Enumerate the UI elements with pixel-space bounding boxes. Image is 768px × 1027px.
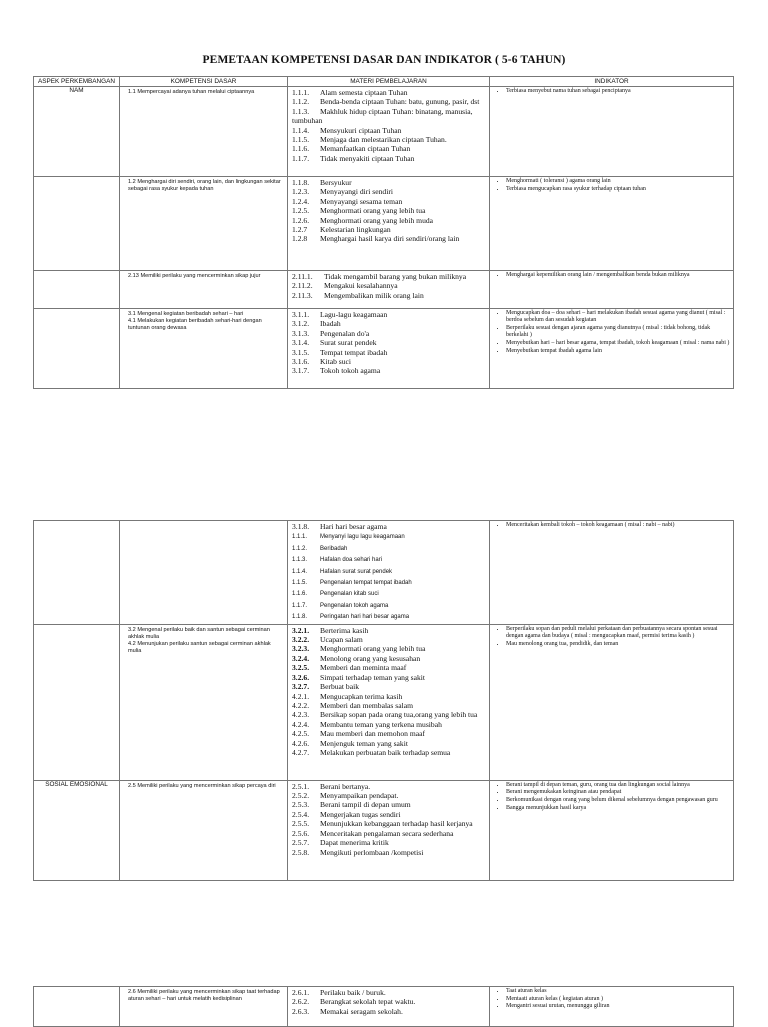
materi-text: Berbuat baik xyxy=(320,682,360,692)
materi-number: 1.1.7. xyxy=(292,602,308,609)
materi-text: Menyayangi sesama teman xyxy=(320,196,403,206)
materi-item xyxy=(292,1007,487,1016)
materi-item xyxy=(292,197,487,206)
materi-number: 3.1.7. xyxy=(292,366,310,376)
materi-item xyxy=(292,748,487,757)
indikator-cell xyxy=(490,177,734,271)
materi-number: 3.2.5. xyxy=(292,663,310,673)
materi-item xyxy=(292,829,487,838)
materi-item xyxy=(292,187,487,196)
table-row xyxy=(34,987,734,1027)
materi-text: Makhluk hidup ciptaan Tuhan: binatang, manusia, tumbuhan xyxy=(292,106,473,126)
materi-text: Mengikuti perlombaan /kompetisi xyxy=(320,847,424,857)
materi-text: Menceritakan pengalaman secara sederhana xyxy=(320,828,454,838)
materi-item xyxy=(292,348,487,357)
materi-number: 1.2.5. xyxy=(292,206,310,216)
indikator-item: • Menyebutkan hari – hari besar agama, tempat ibadah, tokoh keagamaan ( misal : nama nabi ) xyxy=(506,340,730,347)
materi-cell xyxy=(288,987,490,1027)
page-title: PEMETAAN KOMPETENSI DASAR DAN INDIKATOR ( 5-6 TAHUN) xyxy=(202,54,566,66)
materi-item xyxy=(292,319,487,328)
indikator-item: • Berperilaku sopan dan peduli melalui perkataan dan perbuatannya secara spontan sesuai dengan agama dan budaya ( misal : mengucapkan maaf, permisi terima kasih ) xyxy=(506,626,730,640)
materi-number: 3.2.2. xyxy=(292,635,310,645)
materi-item xyxy=(292,225,487,234)
kompetensi-dasar-cell: 3.1 Mengenal kegiatan beribadah sehari – hari 4.1 Melakukan kegiatan beribadah sehari-hari dengan tuntunan orang dewasa xyxy=(120,309,288,389)
indikator-item: • Menghargai kepemilikan orang lain / mengembalikan benda bukan miliknya xyxy=(506,272,730,279)
materi-text: Menunjukkan kebanggaan terhadap hasil kerjanya xyxy=(320,819,473,829)
table-header-row xyxy=(34,77,734,87)
materi-item xyxy=(292,566,487,577)
materi-text: Menghormati orang yang lebih tua xyxy=(320,644,426,654)
materi-item xyxy=(292,577,487,588)
materi-text: Memakai seragam sekolah. xyxy=(320,1006,403,1016)
indikator-item: • Berani mengemukakan keinginan atau pendapat xyxy=(506,789,730,796)
materi-text: Berterima kasih xyxy=(320,625,369,635)
materi-item xyxy=(292,692,487,701)
materi-item xyxy=(292,329,487,338)
materi-number: 2.6.1. xyxy=(292,988,310,997)
materi-number: 4.2.2. xyxy=(292,700,310,710)
materi-number: 3.2.7. xyxy=(292,682,310,692)
materi-number: 2.11.2. xyxy=(292,281,313,291)
materi-number: 3.1.1. xyxy=(292,310,310,319)
materi-text: Memberi dan membalas salam xyxy=(320,700,413,710)
materi-item xyxy=(292,739,487,748)
materi-number: 3.2.1. xyxy=(292,625,310,635)
materi-item xyxy=(292,310,487,319)
materi-item xyxy=(292,710,487,719)
table-row xyxy=(34,271,734,309)
materi-item xyxy=(292,88,487,97)
materi-item xyxy=(292,588,487,599)
materi-text: Memberi dan meminta maaf xyxy=(320,663,407,673)
materi-cell xyxy=(288,309,490,389)
materi-text: Tempat tempat ibadah xyxy=(320,347,388,357)
materi-text: Menghormati orang yang lebih muda xyxy=(320,215,434,225)
competency-table-3 xyxy=(33,986,734,1027)
indikator-item: • Mau menolong orang tua, pendidik, dan teman xyxy=(506,641,730,648)
table-row xyxy=(34,780,734,880)
materi-number: 2.6.3. xyxy=(292,1006,310,1016)
materi-text: Tidak mengambil barang yang bukan miliknya xyxy=(324,272,467,281)
materi-item xyxy=(292,654,487,663)
aspek-cell xyxy=(34,271,120,309)
materi-number: 1.2.7 xyxy=(292,225,308,235)
materi-number: 2.5.5. xyxy=(292,819,310,829)
kompetensi-dasar-cell xyxy=(120,521,288,625)
materi-item xyxy=(292,126,487,135)
materi-text: Alam semesta ciptaan Tuhan xyxy=(320,88,408,97)
aspek-cell xyxy=(34,177,120,271)
materi-number: 4.2.1. xyxy=(292,691,310,701)
materi-text: Mengerjakan tugas sendiri xyxy=(320,809,401,819)
materi-number: 1.2.3. xyxy=(292,187,310,197)
indikator-item: • Berani tampil di depan teman, guru, orang tua dan lingkungan social lainnya xyxy=(506,782,730,789)
materi-text: Menyampaikan pendapat. xyxy=(320,791,399,801)
materi-text: Mau memberi dan memohon maaf xyxy=(320,729,426,739)
materi-text: Membantu teman yang terkena musibah xyxy=(320,719,442,729)
materi-text: Mengembalikan milik orang lain xyxy=(324,290,424,300)
materi-number: 1.1.6. xyxy=(292,144,310,154)
materi-text: Mengucapkan terima kasih xyxy=(320,691,403,701)
materi-item xyxy=(292,611,487,622)
materi-item xyxy=(292,810,487,819)
materi-item xyxy=(292,848,487,857)
indikator-item: • Berkomunikasi dengan orang yang belum dikenal sebelumnya dengan pengawasan guru xyxy=(506,797,730,804)
materi-text: Simpati terhadap teman yang sakit xyxy=(320,672,426,682)
materi-text: Kitab suci xyxy=(320,357,352,367)
materi-item xyxy=(292,522,487,531)
materi-text: Lagu-lagu keagamaan xyxy=(320,310,388,319)
materi-item xyxy=(292,729,487,738)
header-aspek: ASPEK PERKEMBANGAN xyxy=(34,77,120,87)
indikator-item: • Terbiasa menyebut nama tuhan sebagai penciptanya xyxy=(506,88,730,95)
materi-text: Menghormati orang yang lebih tua xyxy=(320,206,426,216)
materi-number: 1.2.4. xyxy=(292,196,310,206)
materi-number: 2.5.7. xyxy=(292,838,310,848)
materi-number: 1.1.8. xyxy=(292,178,310,187)
materi-number: 2.5.3. xyxy=(292,800,310,810)
materi-number: 2.11.1. xyxy=(292,272,313,281)
materi-text: Ibadah xyxy=(320,319,341,329)
materi-text: Memanfaatkan ciptaan Tuhan xyxy=(320,144,411,154)
materi-text: Berangkat sekolah tepat waktu. xyxy=(320,997,416,1007)
materi-item xyxy=(292,234,487,243)
materi-number: 1.1.1. xyxy=(292,88,310,97)
materi-number: 3.2.6. xyxy=(292,672,310,682)
materi-number: 2.5.6. xyxy=(292,828,310,838)
materi-number: 1.1.2. xyxy=(292,545,308,552)
kompetensi-dasar-cell: 1.2 Menghargai diri sendiri, orang lain, dan lingkungan sekitar sebagai rasa syukur kepada tuhan xyxy=(120,177,288,271)
materi-item xyxy=(292,635,487,644)
materi-text: Menghargai hasil karya diri sendiri/orang lain xyxy=(320,234,460,244)
materi-number: 1.1.6. xyxy=(292,591,308,598)
materi-number: 1.2.6. xyxy=(292,215,310,225)
materi-text: Surat surat pendek xyxy=(320,338,377,348)
materi-item xyxy=(292,600,487,611)
header-indikator: INDIKATOR xyxy=(490,77,734,87)
materi-text: Bersyukur xyxy=(320,178,352,187)
materi-item xyxy=(292,720,487,729)
materi-text: Dapat menerima kritik xyxy=(320,838,389,848)
materi-text: Benda-benda ciptaan Tuhan: batu, gunung, pasir, dst xyxy=(320,97,480,107)
indikator-cell xyxy=(490,271,734,309)
materi-text: Perilaku baik / buruk. xyxy=(320,988,386,997)
table-row xyxy=(34,87,734,177)
kompetensi-dasar-cell: 3.2 Mengenal perilaku baik dan santun sebagai cerminan akhlak mulia 4.2 Menunjukan perilaku santun sebagai cerminan akhlak mulia xyxy=(120,624,288,780)
indikator-cell xyxy=(490,309,734,389)
kompetensi-dasar-cell: 2.13 Memiliki perilaku yang mencerminkan sikap jujur xyxy=(120,271,288,309)
indikator-item: • Taat aturan kelas xyxy=(506,988,730,995)
materi-number: 1.1.4. xyxy=(292,568,308,575)
indikator-item: • Mengantri sesuai urutan, menunggu giliran xyxy=(506,1003,730,1010)
materi-number: 1.1.7. xyxy=(292,153,310,163)
materi-item xyxy=(292,663,487,672)
indikator-item: • Menghormati ( toleransi ) agama orang lain xyxy=(506,178,730,185)
materi-item xyxy=(292,281,487,290)
indikator-item: • Menceritakan kembali tokoh – tokoh keagamaan ( misal : nabi – nabi) xyxy=(506,522,730,529)
materi-item xyxy=(292,97,487,106)
materi-number: 3.1.5. xyxy=(292,347,310,357)
materi-text: Menyanyi lagu lagu keagamaan xyxy=(320,534,405,541)
materi-number: 3.1.3. xyxy=(292,328,310,338)
indikator-item: • Terbiasa mengucapkan rasa syukur terhadap ciptaan tuhan xyxy=(506,186,730,193)
materi-number: 1.1.8. xyxy=(292,614,308,621)
materi-item xyxy=(292,988,487,997)
materi-text: Pengenalan do'a xyxy=(320,328,370,338)
aspek-cell: NAM xyxy=(34,87,120,177)
materi-cell xyxy=(288,271,490,309)
materi-item xyxy=(292,178,487,187)
materi-number: 2.5.1. xyxy=(292,781,310,791)
aspek-cell xyxy=(34,521,120,625)
materi-text: Menolong orang yang kesusahan xyxy=(320,653,421,663)
indikator-cell xyxy=(490,780,734,880)
materi-number: 1.1.3. xyxy=(292,106,310,116)
materi-text: Kelestarian lingkungan xyxy=(320,225,391,235)
indikator-cell xyxy=(490,987,734,1027)
materi-cell xyxy=(288,521,490,625)
materi-text: Mensyukuri ciptaan Tuhan xyxy=(320,125,402,135)
materi-number: 2.5.2. xyxy=(292,791,310,801)
aspek-cell xyxy=(34,309,120,389)
materi-item xyxy=(292,543,487,554)
materi-item xyxy=(292,819,487,828)
table-row xyxy=(34,309,734,389)
materi-cell xyxy=(288,87,490,177)
materi-text: Tokoh tokoh agama xyxy=(320,366,381,376)
materi-item xyxy=(292,272,487,281)
indikator-item: • Berperilaku sesuai dengan ajaran agama yang dianutnya ( misal : tidak bohong, tidak berkelahi ) xyxy=(506,325,730,339)
materi-item xyxy=(292,144,487,153)
materi-number: 2.11.3. xyxy=(292,290,313,300)
competency-table-2 xyxy=(33,520,734,881)
indikator-cell xyxy=(490,87,734,177)
materi-item xyxy=(292,782,487,791)
materi-item xyxy=(292,800,487,809)
materi-item xyxy=(292,791,487,800)
materi-text: Menjaga dan melestarikan ciptaan Tuhan. xyxy=(320,135,447,145)
materi-text: Tidak menyakiti ciptaan Tuhan xyxy=(320,153,415,163)
indikator-item: • Menyebutkan tempat ibadah agama lain xyxy=(506,348,730,355)
materi-number: 3.1.6. xyxy=(292,357,310,367)
aspek-cell xyxy=(34,624,120,780)
materi-item xyxy=(292,135,487,144)
materi-text: Pengenalan kitab suci xyxy=(320,591,379,598)
materi-item xyxy=(292,644,487,653)
materi-item xyxy=(292,357,487,366)
materi-text: Berani tampil di depan umum xyxy=(320,800,411,810)
materi-text: Hafalan surat surat pendek xyxy=(320,568,393,575)
materi-number: 2.6.2. xyxy=(292,997,310,1007)
materi-number: 1.1.2. xyxy=(292,97,310,107)
materi-item xyxy=(292,107,487,126)
materi-number: 1.1.3. xyxy=(292,557,308,564)
materi-number: 2.5.4. xyxy=(292,809,310,819)
materi-item xyxy=(292,838,487,847)
materi-number: 1.1.5. xyxy=(292,580,308,587)
materi-item xyxy=(292,154,487,163)
materi-text: Melakukan perbuatan baik terhadap semua xyxy=(320,747,451,757)
materi-text: Peringatan hari hari besar agama xyxy=(320,614,410,621)
indikator-item: • Mentaati aturan kelas ( kegiatan aturan ) xyxy=(506,996,730,1003)
materi-number: 3.2.3. xyxy=(292,644,310,654)
materi-number: 4.2.4. xyxy=(292,719,310,729)
materi-number: 1.1.4. xyxy=(292,125,310,135)
materi-number: 3.1.8. xyxy=(292,522,310,531)
materi-number: 1.1.1. xyxy=(292,534,308,541)
materi-item xyxy=(292,673,487,682)
aspek-cell xyxy=(34,987,120,1027)
materi-text: Hafalan doa sehari hari xyxy=(320,557,383,564)
materi-item xyxy=(292,206,487,215)
materi-number: 3.1.2. xyxy=(292,319,310,329)
materi-text: Bersikap sopan pada orang tua,orang yang lebih tua xyxy=(320,710,478,720)
header-materi: MATERI PEMBELAJARAN xyxy=(288,77,490,87)
header-kompetensi-dasar: KOMPETENSI DASAR xyxy=(120,77,288,87)
materi-text: Pengenalan tokoh agama xyxy=(320,602,389,609)
materi-number: 1.1.5. xyxy=(292,135,310,145)
materi-item xyxy=(292,554,487,565)
materi-text: Hari hari besar agama xyxy=(320,522,387,531)
materi-item xyxy=(292,216,487,225)
materi-item xyxy=(292,701,487,710)
materi-number: 4.2.5. xyxy=(292,729,310,739)
indikator-cell xyxy=(490,521,734,625)
materi-text: Ucapan salam xyxy=(320,635,363,645)
materi-text: Menjenguk teman yang sakit xyxy=(320,738,408,748)
materi-number: 3.1.4. xyxy=(292,338,310,348)
materi-number: 1.2.8 xyxy=(292,234,308,244)
materi-item xyxy=(292,997,487,1006)
materi-item xyxy=(292,682,487,691)
competency-table-1 xyxy=(33,76,734,389)
materi-number: 2.5.8. xyxy=(292,847,310,857)
materi-number: 4.2.6. xyxy=(292,738,310,748)
kompetensi-dasar-cell: 2.6 Memiliki perilaku yang mencerminkan sikap taat terhadap aturan sehari – hari untuk melatih kedisiplinan xyxy=(120,987,288,1027)
materi-text: Beribadah xyxy=(320,545,348,552)
indikator-cell xyxy=(490,624,734,780)
materi-item xyxy=(292,291,487,300)
table-row xyxy=(34,521,734,625)
materi-text: Berani bertanya. xyxy=(320,781,371,791)
aspek-cell: SOSIAL EMOSIONAL xyxy=(34,780,120,880)
materi-item xyxy=(292,626,487,635)
materi-number: 4.2.3. xyxy=(292,710,310,720)
materi-cell xyxy=(288,624,490,780)
kompetensi-dasar-cell: 1.1 Mempercayai adanya tuhan melalui ciptaannya xyxy=(120,87,288,177)
materi-item xyxy=(292,531,487,542)
materi-item xyxy=(292,338,487,347)
kompetensi-dasar-cell: 2.5 Memiliki perilaku yang mencerminkan sikap percaya diri xyxy=(120,780,288,880)
materi-cell xyxy=(288,780,490,880)
materi-item xyxy=(292,366,487,375)
indikator-item: • Bangga menunjukkan hasil karya xyxy=(506,805,730,812)
materi-number: 3.2.4. xyxy=(292,653,310,663)
materi-text: Menyayangi diri sendiri xyxy=(320,187,393,197)
indikator-item: • Mengucapkan doa – doa sehari – hari melakukan ibadah sesuai agama yang dianut ( misal : berdoa sebelum dan sesudah kegiatan xyxy=(506,310,730,324)
materi-text: Mengakui kesalahannya xyxy=(324,281,398,291)
table-row xyxy=(34,177,734,271)
materi-text: Pengenalan tempat tempat ibadah xyxy=(320,580,412,587)
materi-number: 4.2.7. xyxy=(292,747,310,757)
table-row xyxy=(34,624,734,780)
materi-cell xyxy=(288,177,490,271)
